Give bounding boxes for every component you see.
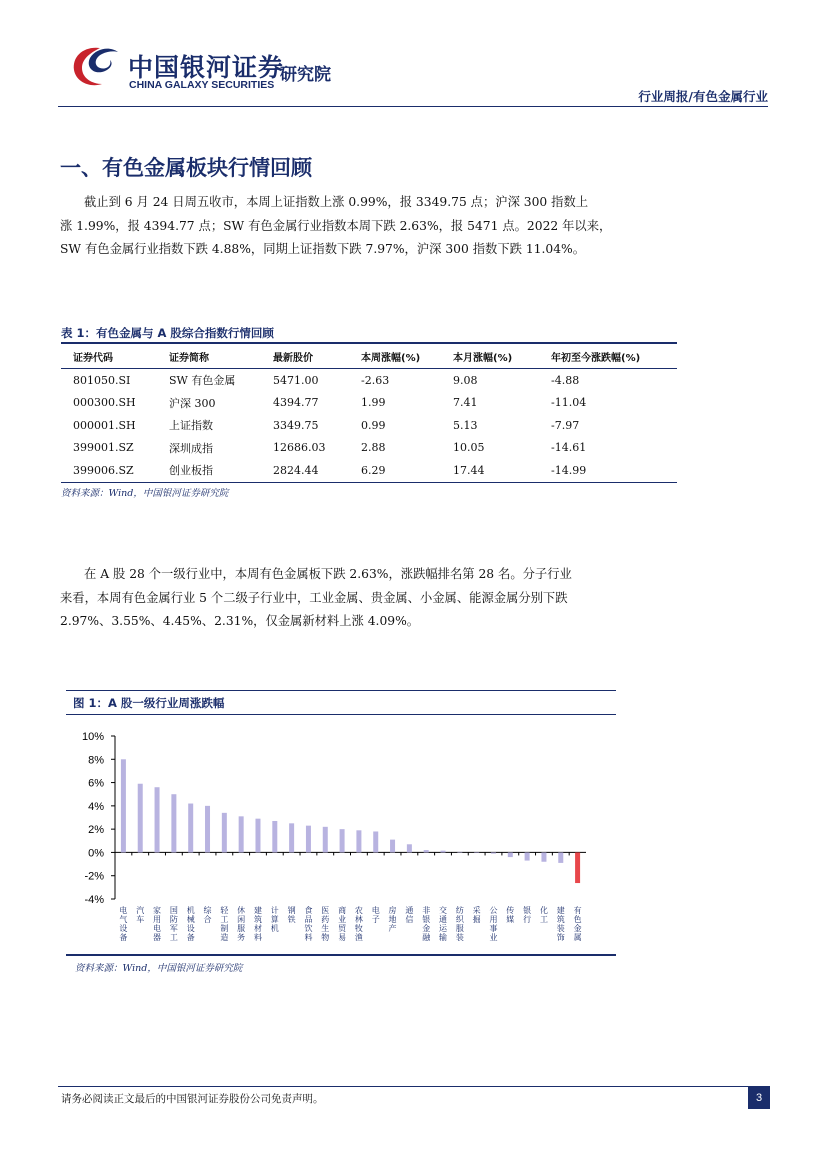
table-row xyxy=(61,369,677,392)
bar-14 xyxy=(340,829,345,852)
x-category-label: 通信 xyxy=(405,906,414,924)
company-logo-icon xyxy=(70,44,122,90)
bar-4 xyxy=(171,794,176,852)
x-category-label: 银行 xyxy=(523,906,532,924)
x-category-label: 有色金属 xyxy=(573,906,582,942)
x-category-label: 房地产 xyxy=(388,906,397,933)
x-category-label: 汽车 xyxy=(136,906,145,924)
bar-9 xyxy=(255,819,260,853)
x-category-label: 纺织服装 xyxy=(455,906,464,942)
bar-26 xyxy=(541,852,546,861)
table-cell: 上证指数 xyxy=(169,419,213,433)
table-row xyxy=(61,437,677,460)
column-header: 本月涨幅(%) xyxy=(453,352,513,364)
paragraph-line: 涨 1.99%，报 4394.77 点；SW 有色金属行业指数本周下跌 2.63%，报 5471 点。2022 年以来， xyxy=(60,218,612,233)
paragraph-industry xyxy=(60,563,650,634)
disclaimer-note: 请务必阅读正文最后的中国银河证券股份公司免责声明。 xyxy=(61,1093,324,1105)
bar-21 xyxy=(457,852,462,853)
paragraph-line: 截止到 6 月 24 日周五收市，本周上证指数上涨 0.99%，报 3349.75 点；沪深 300 指数上 xyxy=(84,195,589,209)
table-cell: 5471.00 xyxy=(273,373,319,387)
figure-source-note: 资料来源：Wind，中国银河证券研究院 xyxy=(75,963,243,974)
logo-subtitle: 研究院 xyxy=(280,65,331,85)
bar-3 xyxy=(155,787,160,852)
y-tick-label: 0% xyxy=(88,847,104,860)
bar-28 xyxy=(575,852,580,883)
x-category-label: 综合 xyxy=(203,906,212,924)
x-category-label: 传媒 xyxy=(506,906,515,924)
table-cell: 000001.SH xyxy=(73,418,136,432)
table-cell: 2824.44 xyxy=(273,463,319,477)
y-tick-label: 8% xyxy=(88,754,104,767)
section-title: 一、有色金属板块行情回顾 xyxy=(60,156,312,180)
industry-return-bar-chart xyxy=(66,716,616,954)
x-category-label: 农林牧渔 xyxy=(354,906,363,942)
y-tick-label: 4% xyxy=(88,800,104,813)
bar-16 xyxy=(373,831,378,852)
paragraph-line: 在 A 股 28 个一级行业中，本周有色金属板下跌 2.63%，涨跌幅排名第 28 名。分子行业 xyxy=(84,567,572,581)
bar-27 xyxy=(558,852,563,862)
column-header: 最新股价 xyxy=(273,352,313,364)
table-cell: 4394.77 xyxy=(273,396,319,410)
x-category-label: 国防军工 xyxy=(169,906,178,942)
bar-2 xyxy=(138,784,143,853)
bar-5 xyxy=(188,804,193,853)
bar-10 xyxy=(272,821,277,852)
bar-18 xyxy=(407,844,412,852)
table-cell: -11.04 xyxy=(551,396,587,410)
table-cell: -2.63 xyxy=(361,373,390,387)
table-cell: -7.97 xyxy=(551,418,580,432)
table-row xyxy=(61,392,677,415)
table-cell: 0.99 xyxy=(361,418,386,432)
bar-22 xyxy=(474,852,479,853)
x-category-label: 机械设备 xyxy=(186,906,195,942)
y-tick-label: 6% xyxy=(88,777,104,790)
table-cell: 17.44 xyxy=(453,463,485,477)
table-cell: 7.41 xyxy=(453,396,478,410)
page-number: 3 xyxy=(748,1087,770,1109)
column-header: 年初至今涨跌幅(%) xyxy=(551,352,641,364)
x-category-label: 建筑装饰 xyxy=(556,906,565,942)
x-category-label: 商业贸易 xyxy=(338,906,347,942)
x-category-label: 采掘 xyxy=(472,906,481,924)
table-cell: SW 有色金属 xyxy=(169,374,236,388)
table-cell: -14.61 xyxy=(551,441,587,455)
report-tag: 行业周报/有色金属行业 xyxy=(638,89,768,104)
bar-20 xyxy=(441,851,446,853)
x-category-label: 化工 xyxy=(539,906,548,924)
bar-23 xyxy=(491,852,496,853)
logo-chinese-name: 中国银河证券 xyxy=(128,53,285,82)
bar-7 xyxy=(222,813,227,853)
x-category-label: 电子 xyxy=(371,906,380,924)
y-tick-label: 2% xyxy=(88,824,104,837)
table-row xyxy=(61,414,677,437)
x-category-label: 医药生物 xyxy=(321,906,330,942)
header-divider xyxy=(58,106,768,107)
y-tick-label: -2% xyxy=(84,870,104,883)
x-category-label: 轻工制造 xyxy=(220,906,229,942)
table-cell: 000300.SH xyxy=(73,396,136,410)
bar-24 xyxy=(508,852,513,857)
x-category-label: 食品饮料 xyxy=(304,906,313,942)
figure-caption-divider xyxy=(66,714,616,715)
column-header: 本周涨幅(%) xyxy=(361,352,421,364)
table-cell: -4.88 xyxy=(551,373,580,387)
table-cell: 深圳成指 xyxy=(169,441,213,455)
x-category-label: 计算机 xyxy=(270,906,279,933)
x-category-label: 休闲服务 xyxy=(237,906,246,942)
table-caption: 表 1：有色金属与 A 股综合指数行情回顾 xyxy=(61,326,274,340)
x-category-label: 钢铁 xyxy=(287,906,296,924)
table-cell: 5.13 xyxy=(453,418,478,432)
bar-6 xyxy=(205,806,210,853)
x-category-label: 公用事业 xyxy=(489,906,498,942)
table-cell: 创业板指 xyxy=(169,464,213,478)
table-cell: 399001.SZ xyxy=(73,441,134,455)
table-cell: 10.05 xyxy=(453,441,485,455)
table-cell: 801050.SI xyxy=(73,373,131,387)
bar-25 xyxy=(525,852,530,860)
table-cell: 6.29 xyxy=(361,463,386,477)
paragraph-line: 2.97%、3.55%、4.45%、2.31%，仅金属新材料上涨 4.09%。 xyxy=(60,614,420,628)
table-cell: 沪深 300 xyxy=(169,396,216,410)
y-tick-label: 10% xyxy=(81,731,104,743)
table-cell: 2.88 xyxy=(361,441,386,455)
footer-divider xyxy=(58,1086,770,1087)
table-cell: 1.99 xyxy=(361,396,386,410)
bar-1 xyxy=(121,759,126,852)
bar-19 xyxy=(424,850,429,852)
table-cell: -14.99 xyxy=(551,463,587,477)
x-category-label: 非银金融 xyxy=(422,906,431,942)
y-tick-label: -4% xyxy=(84,894,104,906)
table-row xyxy=(61,459,677,482)
bar-13 xyxy=(323,827,328,853)
bar-8 xyxy=(239,816,244,852)
x-category-label: 电气设备 xyxy=(119,906,128,942)
x-category-label: 建筑材料 xyxy=(253,906,262,942)
table-cell: 399006.SZ xyxy=(73,463,134,477)
index-quote-table xyxy=(61,342,677,483)
table-cell: 3349.75 xyxy=(273,418,319,432)
paragraph-summary xyxy=(60,191,650,262)
table-cell: 9.08 xyxy=(453,373,478,387)
table-header-row xyxy=(61,343,677,369)
figure-bottom-divider xyxy=(66,954,616,956)
paragraph-line: SW 有色金属行业指数下跌 4.88%，同期上证指数下跌 7.97%，沪深 300 指数下跌 11.04%。 xyxy=(60,242,586,256)
column-header: 证券简称 xyxy=(169,352,209,364)
bar-12 xyxy=(306,826,311,853)
table-cell: 12686.03 xyxy=(273,441,326,455)
figure-top-divider xyxy=(66,690,616,691)
x-category-label: 交通运输 xyxy=(439,906,448,942)
figure-caption: 图 1：A 股一级行业周涨跌幅 xyxy=(73,696,225,710)
paragraph-line: 来看，本周有色金属行业 5 个二级子行业中，工业金属、贵金属、小金属、能源金属分别下跌 xyxy=(60,590,568,605)
bar-11 xyxy=(289,823,294,852)
table-source-note: 资料来源：Wind，中国银河证券研究院 xyxy=(61,488,229,499)
column-header: 证券代码 xyxy=(73,352,113,364)
bar-15 xyxy=(356,830,361,852)
logo-english-name: CHINA GALAXY SECURITIES xyxy=(129,79,275,91)
x-category-label: 家用电器 xyxy=(153,906,162,942)
bar-17 xyxy=(390,840,395,853)
